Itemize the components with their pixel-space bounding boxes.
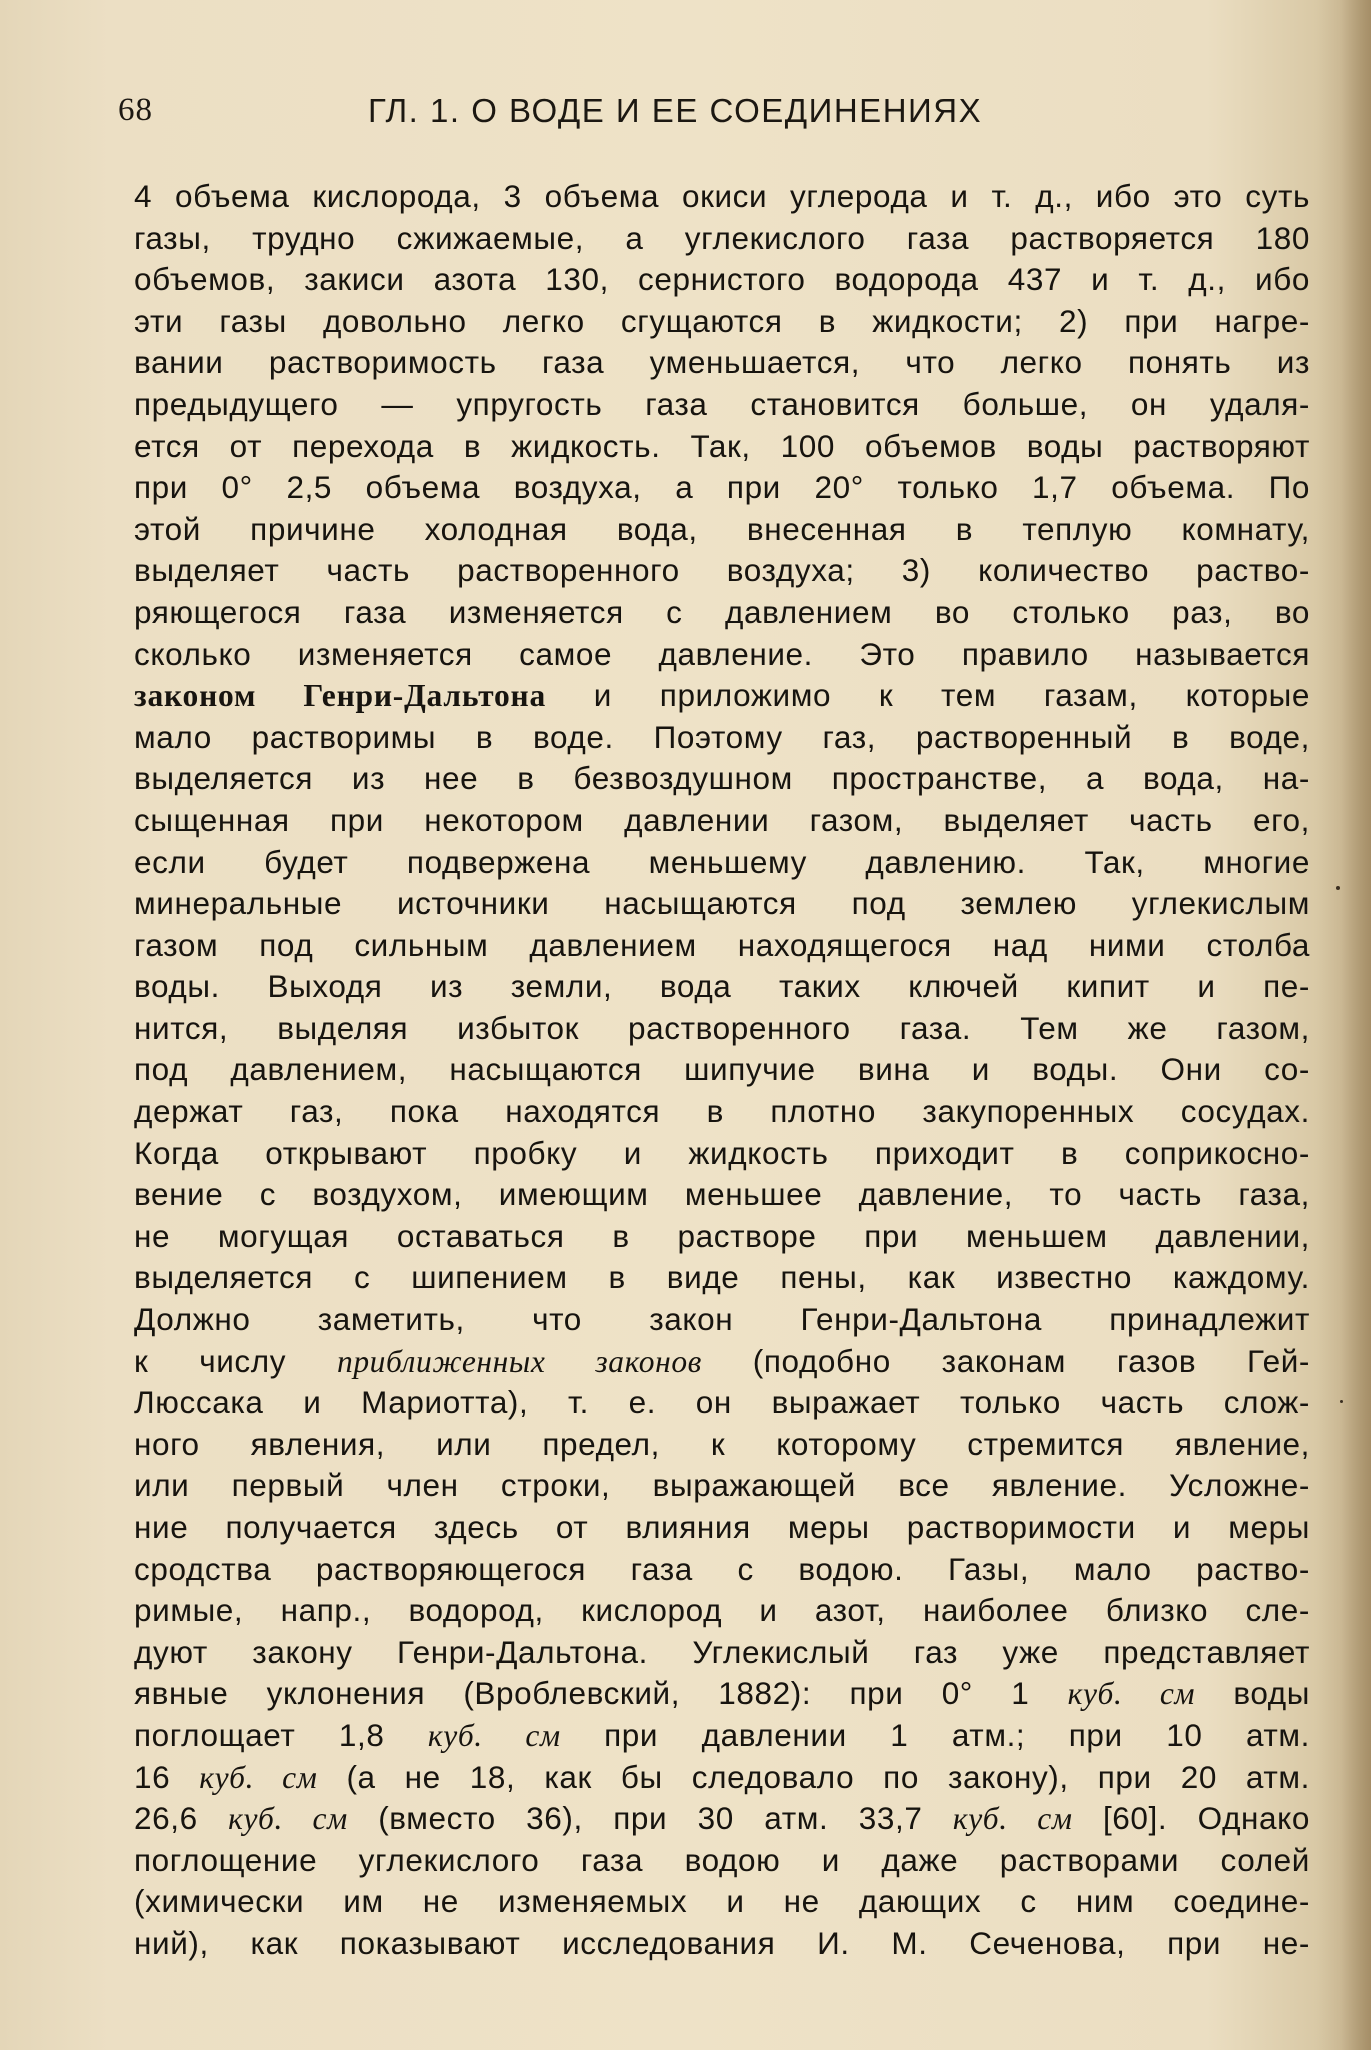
text-segment: при 0° 2,5 объема воздуха, а при 20° только 1,7 объема. По: [134, 469, 1310, 506]
text-line: [134, 1881, 1310, 1923]
text-line: [134, 1590, 1310, 1632]
text-line: [134, 1257, 1310, 1299]
text-line: [134, 467, 1310, 509]
italic-term: куб. см: [427, 1717, 561, 1753]
text-line: [134, 592, 1310, 634]
text-segment: не могущая оставаться в растворе при меньшем давлении,: [134, 1217, 1310, 1254]
print-speck: [1340, 1400, 1343, 1403]
text-segment: (а не 18, как бы следовало по закону), при 20 атм.: [317, 1758, 1310, 1795]
italic-term: куб. см: [952, 1801, 1073, 1837]
text-line: [134, 176, 1310, 218]
text-line: [134, 1091, 1310, 1133]
text-line: [134, 1673, 1310, 1715]
text-segment: или первый член строки, выражающей все явление. Усложне-: [134, 1467, 1310, 1504]
text-segment: минеральные источники насыщаются под землею углекислым: [134, 885, 1310, 922]
text-line: [134, 1049, 1310, 1091]
text-segment: сколько изменяется самое давление. Это правило называется: [134, 635, 1310, 672]
text-line: [134, 1507, 1310, 1549]
text-line: [134, 800, 1310, 842]
text-line: [134, 1216, 1310, 1258]
text-line: [134, 675, 1310, 717]
text-segment: римые, напр., водород, кислород и азот, наиболее близко сле-: [134, 1592, 1310, 1629]
text-line: [134, 1840, 1310, 1882]
text-line: [134, 1923, 1310, 1965]
text-line: [134, 301, 1310, 343]
text-segment: предыдущего — упругость газа становится больше, он удаля-: [134, 385, 1310, 422]
text-line: [134, 925, 1310, 967]
italic-term: куб. см: [199, 1759, 318, 1795]
text-segment: ние получается здесь от влияния меры растворимости и меры: [134, 1509, 1310, 1545]
text-line: [134, 384, 1310, 426]
text-segment: (химически им не изменяемых и не дающих с ним соедине-: [134, 1883, 1310, 1920]
text-line: [134, 758, 1310, 800]
text-segment: (вместо 36), при 30 атм. 33,7: [347, 1800, 953, 1837]
text-line: [134, 509, 1310, 551]
text-line: [134, 1341, 1310, 1383]
running-head: ГЛ. 1. О ВОДЕ И ЕЕ СОЕДИНЕНИЯХ: [368, 92, 983, 129]
text-segment: 4 объема кислорода, 3 объема окиси углерода и т. д., ибо это суть: [134, 178, 1310, 214]
text-segment: ний), как показывают исследования И. М. Сеченова, при не-: [134, 1924, 1310, 1961]
text-segment: явные уклонения (Вроблевский, 1882): при 0° 1: [134, 1675, 1068, 1712]
italic-term: приближенных законов: [336, 1343, 702, 1379]
text-segment: ного явления, или предел, к которому стремится явление,: [134, 1425, 1310, 1462]
text-line: [134, 634, 1310, 676]
text-line: [134, 1465, 1310, 1507]
text-segment: Люссака и Мариотта), т. е. он выражает только часть слож-: [134, 1384, 1310, 1421]
text-segment: нится, выделяя избыток растворенного газа. Тем же газом,: [134, 1009, 1310, 1046]
print-speck: [1336, 886, 1340, 890]
text-line: [134, 426, 1310, 468]
text-line: [134, 1424, 1310, 1466]
text-segment: газы, трудно сжижаемые, а углекислого газа растворяется 180: [134, 219, 1310, 256]
text-segment: газом под сильным давлением находящегося над ними столба: [134, 926, 1310, 963]
page-header: [118, 92, 1308, 142]
text-segment: ряющегося газа изменяется с давлением во столько раз, во: [134, 593, 1310, 630]
text-segment: поглощает 1,8: [134, 1716, 428, 1753]
text-segment: выделяется из нее в безвоздушном пространстве, а вода, на-: [134, 760, 1310, 797]
text-line: [134, 717, 1310, 759]
text-segment: поглощение углекислого газа водою и даже растворами солей: [134, 1841, 1310, 1878]
text-segment: мало растворимы в воде. Поэтому газ, растворенный в воде,: [134, 718, 1310, 755]
text-line: [134, 259, 1310, 301]
text-line: [134, 1549, 1310, 1591]
text-segment: к числу: [134, 1342, 337, 1379]
text-line: [134, 842, 1310, 884]
text-segment: Должно заметить, что закон Генри-Дальтона принадлежит: [134, 1301, 1310, 1338]
text-segment: эти газы довольно легко сгущаются в жидкости; 2) при нагре-: [134, 302, 1310, 339]
text-line: [134, 883, 1310, 925]
text-line: [134, 966, 1310, 1008]
text-segment: сродства растворяющегося газа с водою. Газы, мало раство-: [134, 1550, 1310, 1587]
bold-term: законом Генри-Дальтона: [134, 678, 547, 714]
text-line: [134, 1757, 1310, 1799]
text-segment: воды: [1195, 1675, 1310, 1712]
text-line: [134, 1715, 1310, 1757]
text-segment: вение с воздухом, имеющим меньшее давление, то часть газа,: [134, 1176, 1310, 1213]
text-line: [134, 1133, 1310, 1175]
text-segment: 16: [134, 1758, 200, 1795]
text-line: [134, 218, 1310, 260]
text-segment: при давлении 1 атм.; при 10 атм.: [560, 1716, 1310, 1753]
text-segment: (подобно законам газов Гей-: [701, 1342, 1310, 1379]
text-segment: воды. Выходя из земли, вода таких ключей кипит и пе-: [134, 968, 1310, 1005]
text-segment: ется от перехода в жидкость. Так, 100 объемов воды растворяют: [134, 427, 1310, 464]
text-segment: Когда открывают пробку и жидкость приходит в соприкосно-: [134, 1134, 1310, 1171]
text-line: [134, 1008, 1310, 1050]
text-segment: выделяется с шипением в виде пены, как известно каждому.: [134, 1259, 1310, 1296]
italic-term: куб. см: [1067, 1676, 1196, 1712]
text-line: [134, 550, 1310, 592]
text-line: [134, 342, 1310, 384]
page-number: 68: [118, 92, 153, 128]
italic-term: куб. см: [228, 1801, 348, 1837]
text-line: [134, 1174, 1310, 1216]
text-segment: и приложимо к тем газам, которые: [546, 677, 1310, 714]
text-segment: под давлением, насыщаются шипучие вина и воды. Они со-: [134, 1051, 1310, 1088]
text-line: [134, 1632, 1310, 1674]
text-segment: этой причине холодная вода, внесенная в теплую комнату,: [134, 510, 1310, 547]
text-segment: выделяет часть растворенного воздуха; 3) количество раство-: [134, 552, 1310, 589]
text-segment: если будет подвержена меньшему давлению. Так, многие: [134, 843, 1310, 880]
body-text: [134, 176, 1310, 1965]
text-segment: сыщенная при некотором давлении газом, выделяет часть его,: [134, 801, 1310, 838]
text-line: [134, 1382, 1310, 1424]
text-segment: вании растворимость газа уменьшается, что легко понять из: [134, 344, 1310, 381]
text-segment: объемов, закиси азота 130, сернистого водорода 437 и т. д., ибо: [134, 261, 1310, 298]
text-segment: [60]. Однако: [1072, 1800, 1310, 1837]
text-line: [134, 1798, 1310, 1840]
text-line: [134, 1299, 1310, 1341]
text-segment: дуют закону Генри-Дальтона. Углекислый газ уже представляет: [134, 1633, 1310, 1670]
page-edge-shadow: [1341, 0, 1371, 2050]
text-segment: 26,6: [134, 1800, 229, 1837]
text-segment: держат газ, пока находятся в плотно закупоренных сосудах.: [134, 1093, 1310, 1130]
